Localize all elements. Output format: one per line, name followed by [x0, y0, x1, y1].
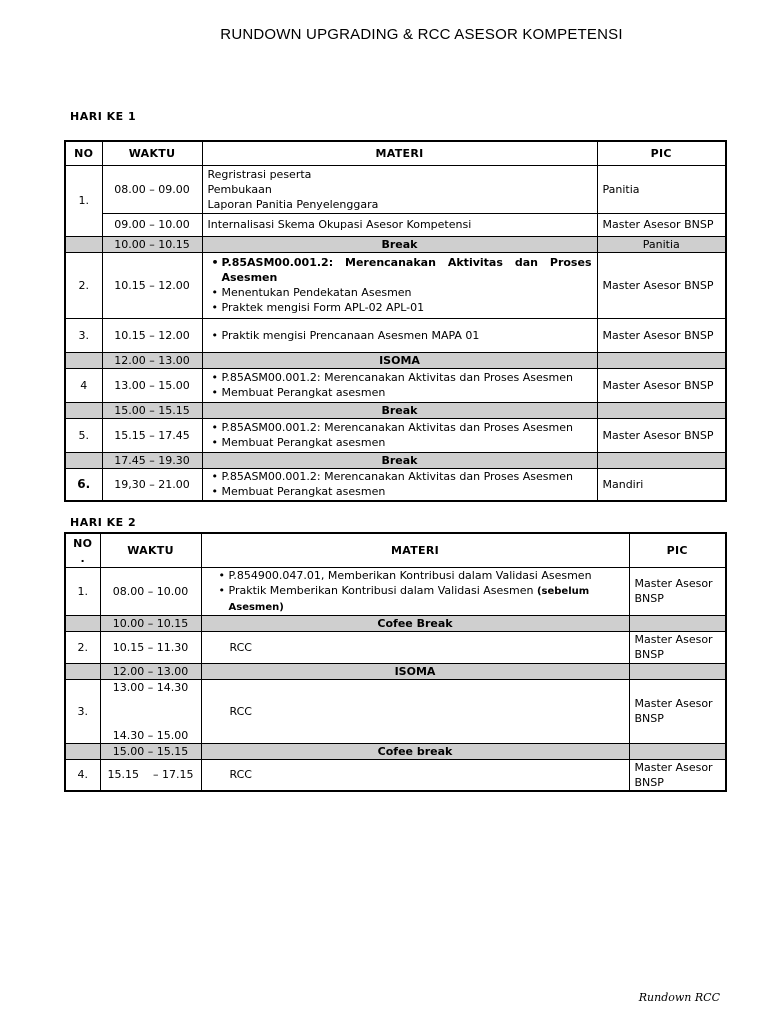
break-no-cell — [65, 743, 100, 759]
row-materi — [202, 165, 597, 213]
header-pic: PIC — [629, 533, 726, 567]
day-1-label: HARI KE 1 — [70, 110, 137, 123]
table-row — [65, 567, 726, 615]
break-pic — [629, 663, 726, 679]
table-row — [65, 165, 726, 213]
materi-line: Regristrasi peserta — [207, 167, 312, 181]
row-waktu — [100, 679, 201, 743]
waktu-end: 14.30 – 15.00 — [112, 728, 189, 742]
break-no-cell — [65, 402, 102, 418]
break-label: Cofee Break — [201, 615, 629, 631]
table-row — [65, 252, 726, 318]
break-waktu: 17.45 – 19.30 — [102, 452, 202, 468]
break-waktu: 12.00 – 13.00 — [100, 663, 201, 679]
row-no: 2. — [65, 631, 100, 663]
break-pic — [629, 743, 726, 759]
row-waktu: 08.00 – 09.00 — [102, 165, 202, 213]
break-row — [65, 352, 726, 368]
header-pic: PIC — [597, 141, 726, 165]
materi-bullet: • P.85ASM00.001.2: Merencanakan Aktivitas dan Proses Asesmen — [222, 420, 592, 435]
row-pic: Master Asesor BNSP — [629, 631, 726, 663]
header-materi: MATERI — [202, 141, 597, 165]
materi-bullet: • Membuat Perangkat asesmen — [222, 484, 592, 499]
break-no-cell — [65, 236, 102, 252]
row-pic: Master Asesor BNSP — [597, 368, 726, 402]
day-2-label: HARI KE 2 — [70, 516, 137, 529]
header-materi: MATERI — [201, 533, 629, 567]
break-label: Break — [202, 236, 597, 252]
break-pic: Panitia — [597, 236, 726, 252]
row-waktu: 13.00 – 15.00 — [102, 368, 202, 402]
break-label: Cofee break — [201, 743, 629, 759]
row-waktu: 10.15 – 12.00 — [102, 252, 202, 318]
row-no: 3. — [65, 318, 102, 352]
row-waktu: 15.15 – 17.45 — [102, 418, 202, 452]
materi-bullet: • P.854900.047.01, Memberikan Kontribusi dalam Validasi Asesmen — [229, 568, 624, 583]
materi-bullet: • P.85ASM00.001.2: Merencanakan Aktivitas dan Proses Asesmen — [222, 370, 592, 385]
row-materi: RCC — [201, 631, 629, 663]
break-label: ISOMA — [202, 352, 597, 368]
row-pic: Panitia — [597, 165, 726, 213]
break-label: Break — [202, 452, 597, 468]
day-2-schedule-table — [64, 532, 727, 792]
row-no: 4 — [65, 368, 102, 402]
header-no: NO — [65, 141, 102, 165]
materi-line: Pembukaan — [207, 182, 272, 196]
table-row — [65, 318, 726, 352]
document-title: RUNDOWN UPGRADING & RCC ASESOR KOMPETENSI — [220, 26, 623, 43]
table-row — [65, 468, 726, 501]
row-waktu: 19,30 – 21.00 — [102, 468, 202, 501]
break-waktu: 10.00 – 10.15 — [102, 236, 202, 252]
row-pic: Master Asesor BNSP — [597, 213, 726, 236]
row-no: 3. — [65, 679, 100, 743]
row-pic: Master Asesor BNSP — [629, 759, 726, 791]
row-no: 2. — [65, 252, 102, 318]
waktu-start: 13.00 – 14.30 — [112, 680, 189, 694]
row-waktu: 08.00 – 10.00 — [100, 567, 201, 615]
day-1-schedule-table — [64, 140, 727, 502]
break-waktu: 10.00 – 10.15 — [100, 615, 201, 631]
break-row — [65, 615, 726, 631]
materi-bullet: • Praktek mengisi Form APL-02 APL-01 — [222, 300, 592, 315]
row-materi — [202, 418, 597, 452]
break-no-cell — [65, 352, 102, 368]
row-no: 6. — [65, 468, 102, 501]
break-waktu: 15.00 – 15.15 — [100, 743, 201, 759]
materi-bullet: • Praktik mengisi Prencanaan Asesmen MAPA 01 — [222, 328, 592, 343]
row-no: 5. — [65, 418, 102, 452]
table-row — [65, 631, 726, 663]
row-waktu: 09.00 – 10.00 — [102, 213, 202, 236]
break-row — [65, 452, 726, 468]
materi-bullet: • P.85ASM00.001.2: Merencanakan Aktivitas dan Proses Asesmen — [222, 469, 592, 484]
row-waktu: 10.15 – 11.30 — [100, 631, 201, 663]
row-materi — [202, 368, 597, 402]
row-no: 1. — [65, 567, 100, 615]
row-pic: Master Asesor BNSP — [597, 252, 726, 318]
table-row — [65, 759, 726, 791]
row-waktu: 15.15 – 17.15 — [100, 759, 201, 791]
materi-bullet: • Membuat Perangkat asesmen — [222, 385, 592, 400]
row-materi: RCC — [201, 759, 629, 791]
break-row — [65, 743, 726, 759]
row-pic: Master Asesor BNSP — [629, 679, 726, 743]
row-no: 1. — [65, 165, 102, 236]
break-no-cell — [65, 452, 102, 468]
header-waktu: WAKTU — [100, 533, 201, 567]
break-row — [65, 663, 726, 679]
row-waktu: 10.15 – 12.00 — [102, 318, 202, 352]
materi-bullet: • P.85ASM00.001.2: Merencanakan Aktivitas dan Proses Asesmen — [222, 255, 592, 285]
row-materi: RCC — [201, 679, 629, 743]
row-pic: Master Asesor BNSP — [629, 567, 726, 615]
break-waktu: 12.00 – 13.00 — [102, 352, 202, 368]
row-no: 4. — [65, 759, 100, 791]
break-row — [65, 402, 726, 418]
header-no: NO . — [65, 533, 100, 567]
table-row — [65, 368, 726, 402]
materi-bullet — [229, 583, 624, 615]
row-pic: Master Asesor BNSP — [597, 318, 726, 352]
row-pic: Mandiri — [597, 468, 726, 501]
materi-bullet: • Menentukan Pendekatan Asesmen — [222, 285, 592, 300]
table-header-row — [65, 141, 726, 165]
row-pic: Master Asesor BNSP — [597, 418, 726, 452]
footer-label: Rundown RCC — [638, 991, 720, 1004]
break-label: ISOMA — [201, 663, 629, 679]
break-label: Break — [202, 402, 597, 418]
row-materi — [202, 468, 597, 501]
row-materi — [202, 318, 597, 352]
table-row — [65, 418, 726, 452]
row-materi: Internalisasi Skema Okupasi Asesor Kompetensi — [202, 213, 597, 236]
row-materi — [202, 252, 597, 318]
break-pic — [629, 615, 726, 631]
materi-text: Praktik Memberikan Kontribusi dalam Validasi Asesmen — [228, 583, 534, 597]
table-row — [65, 679, 726, 743]
row-materi — [201, 567, 629, 615]
break-pic — [597, 402, 726, 418]
materi-bullet: • Membuat Perangkat asesmen — [222, 435, 592, 450]
break-waktu: 15.00 – 15.15 — [102, 402, 202, 418]
materi-bold-note: (sebelum Asesmen) — [228, 585, 590, 613]
break-no-cell — [65, 615, 100, 631]
materi-line: Laporan Panitia Penyelenggara — [207, 197, 379, 211]
table-header-row — [65, 533, 726, 567]
break-pic — [597, 352, 726, 368]
break-no-cell — [65, 663, 100, 679]
break-pic — [597, 452, 726, 468]
break-row — [65, 236, 726, 252]
header-waktu: WAKTU — [102, 141, 202, 165]
table-row — [65, 213, 726, 236]
